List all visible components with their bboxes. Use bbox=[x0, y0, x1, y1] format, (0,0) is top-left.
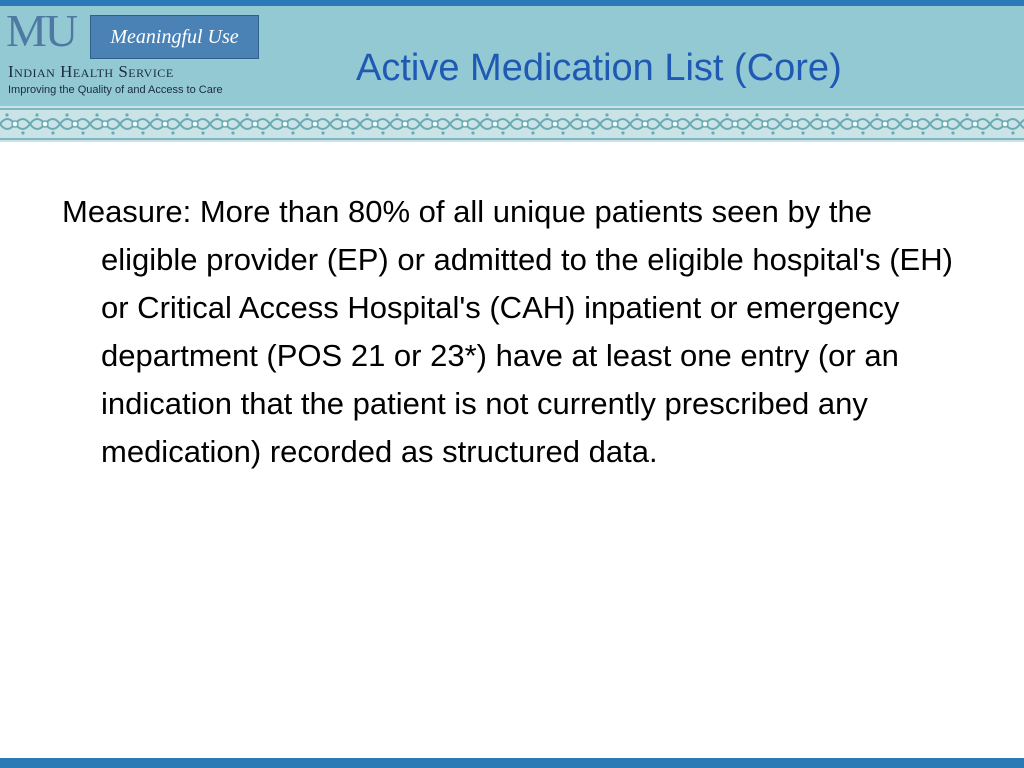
measure-paragraph: Measure: More than 80% of all unique patients seen by the eligible provider (EP) or admitted to the eligible hospital's (EH) or Critical Access Hospital's (CAH) inpatient or emergency department (POS 21 or 23*) have at least one entry (or an indication that the patient is not currently prescribed any medication) recorded as structured data. bbox=[62, 194, 953, 469]
logo-meaningful-use-box: Meaningful Use bbox=[90, 15, 259, 59]
slide-content bbox=[62, 188, 962, 476]
slide-title: Active Medication List (Core) bbox=[356, 47, 842, 89]
bottom-accent-rule bbox=[0, 758, 1024, 768]
header-band bbox=[0, 6, 1024, 106]
decorative-pattern-band bbox=[0, 106, 1024, 142]
ihs-mu-logo bbox=[6, 5, 264, 102]
organization-tagline: Improving the Quality of and Access to Care bbox=[8, 84, 223, 96]
ornament-pattern-icon bbox=[0, 106, 1024, 142]
organization-name: Indian Health Service bbox=[8, 62, 174, 81]
logo-mu-letters: MU bbox=[6, 5, 77, 56]
